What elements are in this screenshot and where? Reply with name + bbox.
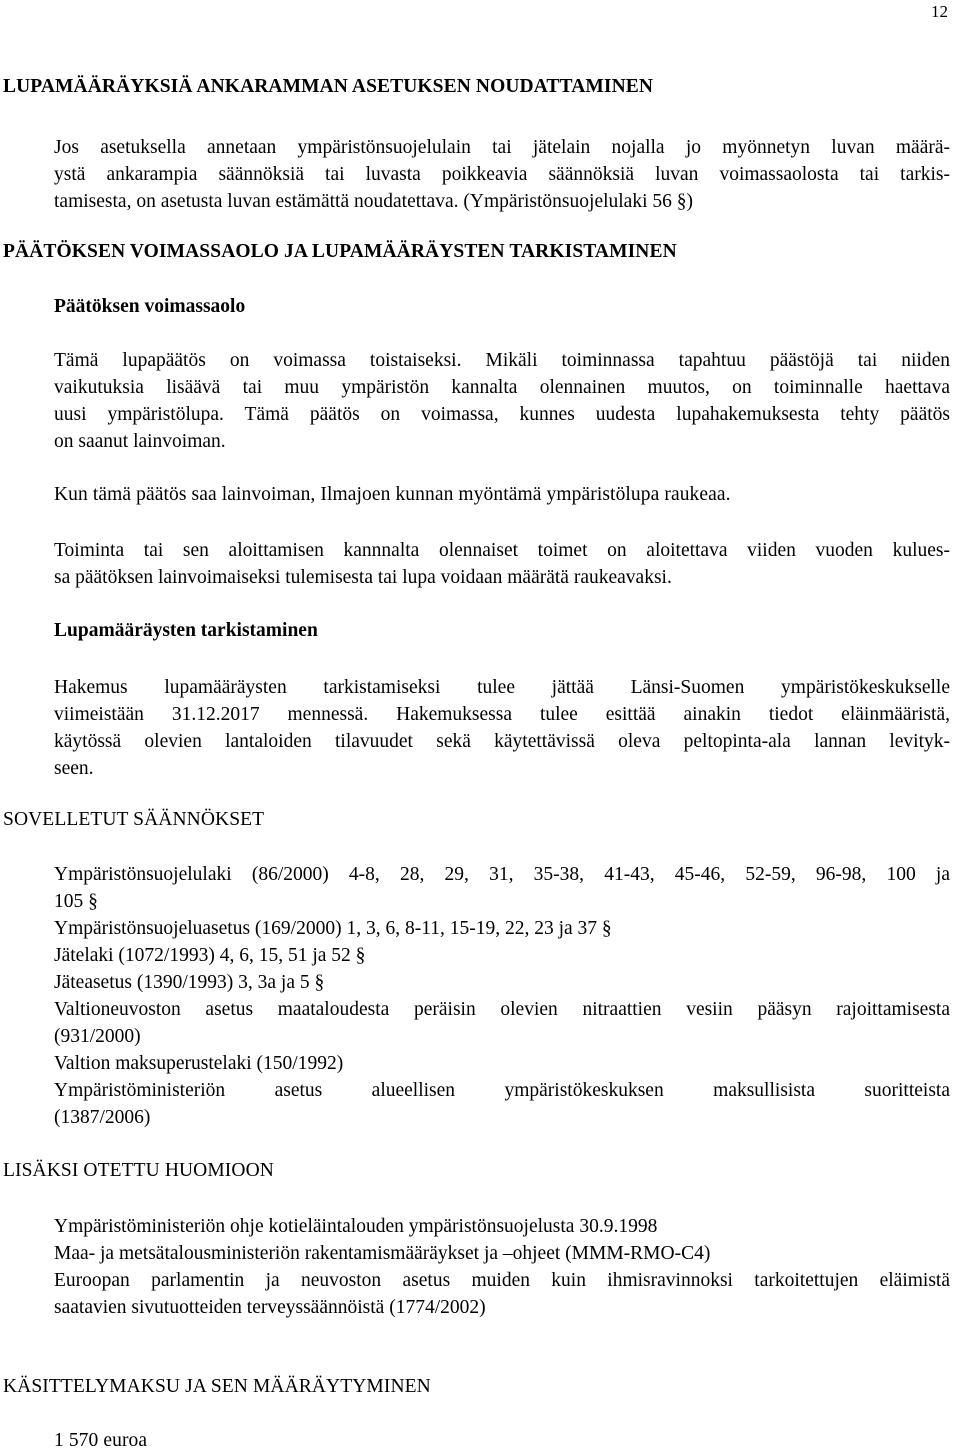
heading-sovelletut-saannokset: SOVELLETUT SÄÄNNÖKSET (3, 809, 265, 830)
list-item: saatavien sivutuotteiden terveyssäännöistä (1774/2002) (54, 1297, 486, 1318)
text-line: ystä ankarampia säännöksiä tai luvasta poikkeavia säännöksiä luvan voimassaolosta tai tarkis- (54, 164, 950, 185)
list-item: 105 § (54, 891, 98, 912)
list-item: Ympäristöministeriön ohje kotieläintalouden ympäristönsuojelusta 30.9.1998 (54, 1216, 658, 1237)
subheading-paatoksen-voimassaolo: Päätöksen voimassaolo (54, 296, 246, 317)
text-line: uusi ympäristölupa. Tämä päätös on voimassa, kunnes uudesta lupahakemuksesta tehty päätös (54, 404, 950, 425)
text-line: seen. (54, 758, 94, 779)
list-item: Ympäristönsuojeluasetus (169/2000) 1, 3, 6, 8-11, 15-19, 22, 23 ja 37 § (54, 918, 612, 939)
list-item: Valtioneuvoston asetus maataloudesta peräisin olevien nitraattien vesiin pääsyn rajoittamisesta (54, 999, 950, 1020)
paragraph-aloittaminen (54, 537, 950, 591)
list-huomioon (54, 1213, 950, 1321)
text-line: sa päätöksen lainvoimaiseksi tulemisesta tai lupa voidaan määrätä raukeavaksi. (54, 567, 672, 588)
list-item: Jäteasetus (1390/1993) 3, 3a ja 5 § (54, 972, 325, 993)
list-item: Jätelaki (1072/1993) 4, 6, 15, 51 ja 52 § (54, 945, 366, 966)
text-line: käytössä olevien lantaloiden tilavuudet sekä käytettävissä oleva peltopinta-ala lannan levityk- (54, 731, 950, 752)
list-item: (931/2000) (54, 1026, 141, 1047)
heading-lisaksi-otettu-huomioon: LISÄKSI OTETTU HUOMIOON (3, 1160, 274, 1181)
text-line: Tämä lupapäätös on voimassa toistaiseksi. Mikäli toiminnassa tapahtuu päästöjä tai niiden (54, 350, 950, 371)
list-item: (1387/2006) (54, 1107, 151, 1128)
list-item: Ympäristönsuojelulaki (86/2000) 4-8, 28, 29, 31, 35-38, 41-43, 45-46, 52-59, 96-98, 100 ja (54, 864, 950, 885)
text-line: viimeistään 31.12.2017 mennessä. Hakemuksessa tulee esittää ainakin tiedot eläinmääristä, (54, 704, 950, 725)
text-line: vaikutuksia lisäävä tai muu ympäristön kannalta olennainen muutos, on toiminnalle haettava (54, 377, 950, 398)
list-item: Ympäristöministeriön asetus alueellisen ympäristökeskuksen maksullisista suoritteista (54, 1080, 950, 1101)
paragraph-hakemus (54, 674, 950, 782)
paragraph-voimassa (54, 347, 950, 455)
list-item: Euroopan parlamentin ja neuvoston asetus muiden kuin ihmisravinnoksi tarkoitettujen eläimistä (54, 1270, 950, 1291)
text-line: on saanut lainvoiman. (54, 431, 226, 452)
text-line: Jos asetuksella annetaan ympäristönsuojelulain tai jätelain nojalla jo myönnetyn luvan määrä- (54, 137, 950, 158)
paragraph-lainvoima: Kun tämä päätös saa lainvoiman, Ilmajoen kunnan myöntämä ympäristölupa raukeaa. (54, 484, 731, 505)
list-saannokset (54, 861, 950, 1131)
subheading-lupamaaraysten-tarkistaminen: Lupamääräysten tarkistaminen (54, 620, 318, 641)
text-line: tamisesta, on asetusta luvan estämättä noudatettava. (Ympäristönsuojelulaki 56 §) (54, 191, 693, 212)
list-item: Valtion maksuperustelaki (150/1992) (54, 1053, 344, 1074)
text-line: Toiminta tai sen aloittamisen kannnalta olennaiset toimet on aloitettava viiden vuoden kulues- (54, 540, 950, 561)
heading-kasittelymaksu: KÄSITTELYMAKSU JA SEN MÄÄRÄYTYMINEN (3, 1376, 431, 1397)
heading-voimassaolo-tarkistaminen: PÄÄTÖKSEN VOIMASSAOLO JA LUPAMÄÄRÄYSTEN TARKISTAMINEN (3, 241, 677, 262)
paragraph-ankarampi (54, 134, 950, 215)
fee-amount: 1 570 euroa (54, 1430, 148, 1451)
list-item: Maa- ja metsätalousministeriön rakentamismääräykset ja –ohjeet (MMM-RMO-C4) (54, 1243, 711, 1264)
heading-lupamaaraykset: LUPAMÄÄRÄYKSIÄ ANKARAMMAN ASETUKSEN NOUDATTAMINEN (3, 76, 654, 97)
text-line: Hakemus lupamääräysten tarkistamiseksi tulee jättää Länsi-Suomen ympäristökeskukselle (54, 677, 950, 698)
page-number: 12 (931, 2, 948, 21)
